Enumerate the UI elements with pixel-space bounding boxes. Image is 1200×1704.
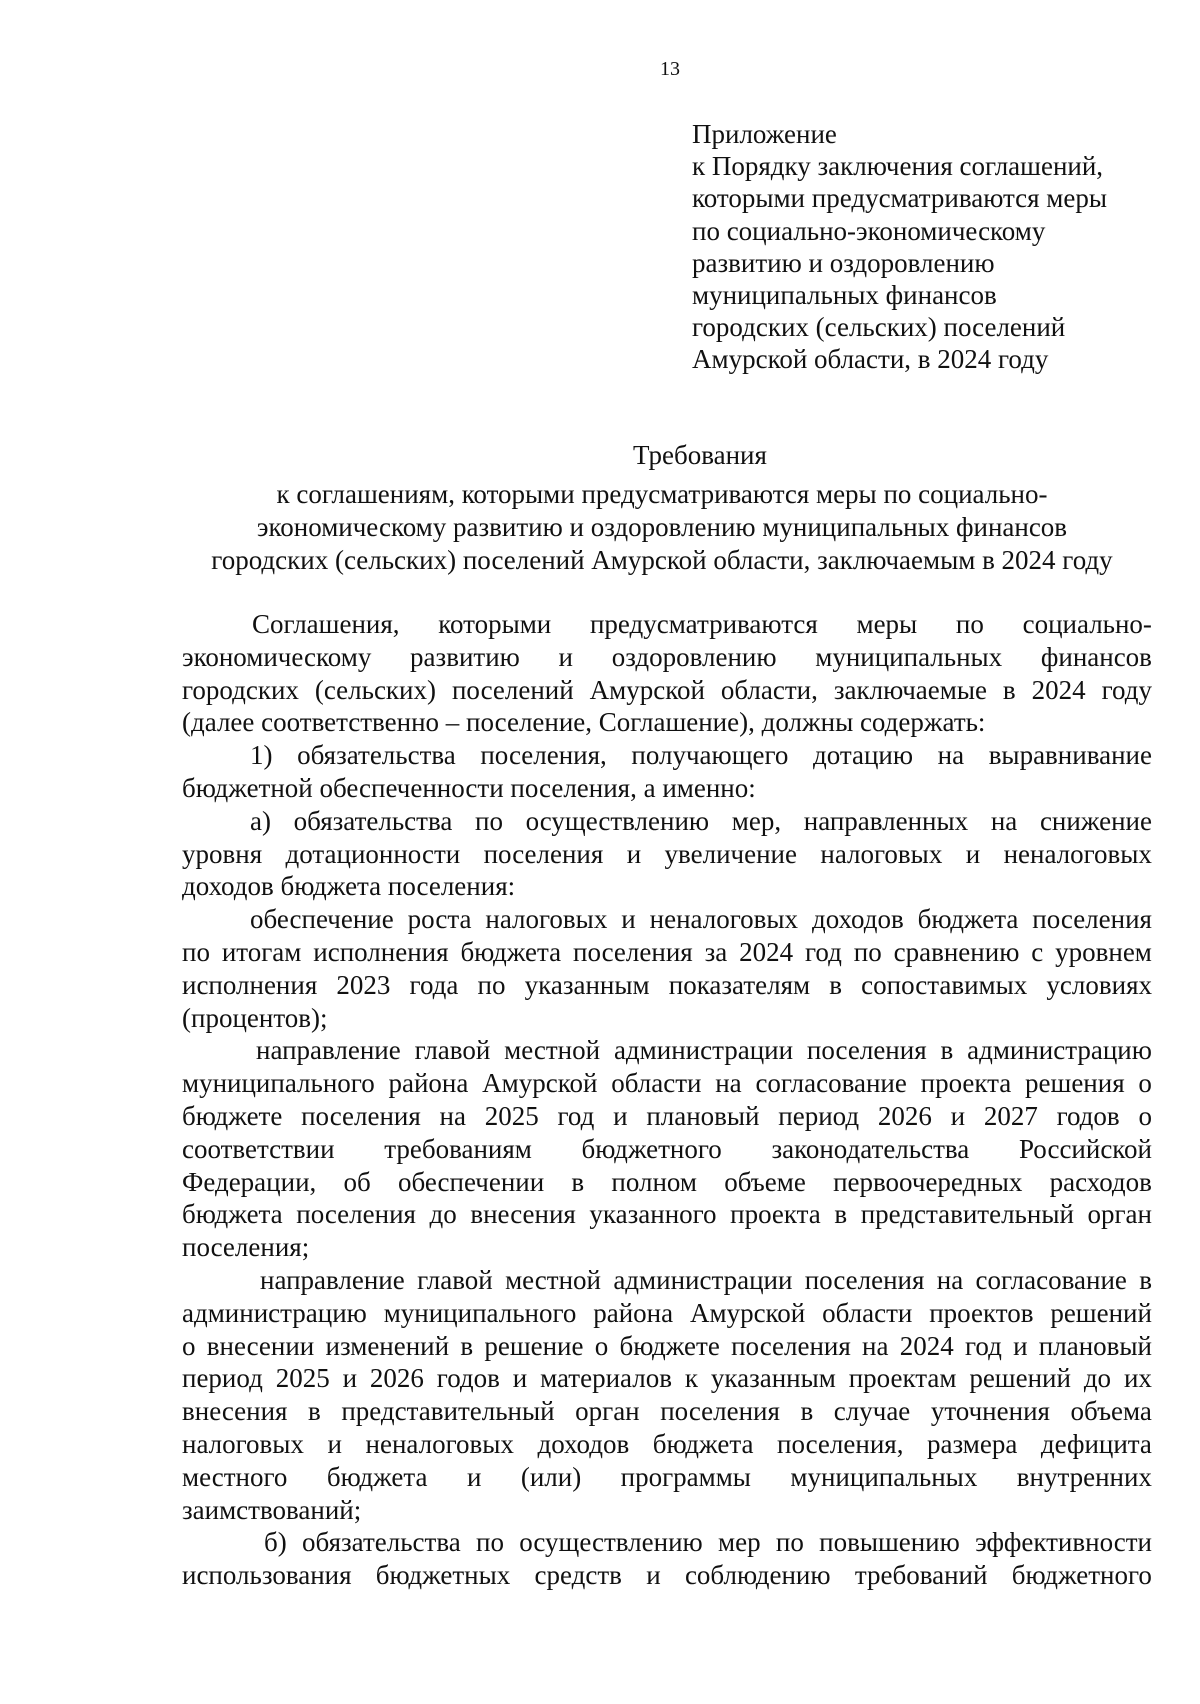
body-line [182, 641, 1152, 674]
body-word: уровнем [1055, 936, 1152, 967]
body-word: поселения [483, 838, 604, 869]
body-word: неналоговых [1003, 838, 1152, 869]
body-word: Федерации, [182, 1166, 317, 1197]
body-line [182, 1428, 1152, 1461]
body-word: изменений [325, 1330, 450, 1361]
body-text [182, 608, 1152, 1592]
body-word: проекта [730, 1199, 821, 1230]
body-line [182, 1362, 1152, 1395]
body-word: года [409, 969, 459, 1000]
body-line [182, 1100, 1152, 1133]
body-word: муниципальных [815, 641, 1003, 672]
body-word: до [429, 1199, 457, 1230]
body-word: городских [182, 674, 299, 705]
body-word: в [460, 1330, 474, 1361]
body-line [182, 1034, 1152, 1067]
body-line [182, 1264, 1152, 1297]
body-word: 2025 [275, 1363, 330, 1394]
body-word: Амурской [482, 1068, 598, 1099]
body-word: период [182, 1363, 263, 1394]
body-word: уровня [182, 838, 263, 869]
appendix-line: городских (сельских) поселений [692, 312, 1066, 343]
body-word: согласование [755, 1068, 907, 1099]
body-word: решений [1050, 1297, 1152, 1328]
body-word: б) [264, 1527, 287, 1558]
body-word: поселения [296, 1199, 416, 1230]
body-word: поселения [660, 1396, 780, 1427]
body-word: местного [182, 1461, 288, 1492]
body-word: бюджетных [375, 1560, 511, 1591]
body-word: решения [1025, 1068, 1125, 1099]
body-word: проектам [848, 1363, 957, 1394]
body-word: на [990, 805, 1018, 836]
body-word: дотацию [812, 740, 914, 771]
body-word: условиях [1046, 969, 1152, 1000]
body-word: дефицита [1040, 1428, 1152, 1459]
body-word: 2025 [484, 1100, 539, 1131]
body-word: с [1031, 936, 1044, 967]
body-word: и [646, 1560, 661, 1591]
body-line [182, 1526, 1152, 1559]
body-word: направление [260, 1264, 405, 1295]
body-word: местной [504, 1035, 601, 1066]
body-word: поселения [573, 936, 693, 967]
body-word: по [476, 1527, 504, 1558]
body-word: поселения [301, 1100, 421, 1131]
body-word: обеспечение [250, 904, 394, 935]
body-word: 2023 [336, 969, 391, 1000]
body-word: неналоговых [649, 904, 799, 935]
document-subtitle [182, 478, 1142, 577]
body-word: представительный [341, 1396, 555, 1427]
body-word: поселения, [480, 740, 607, 771]
body-word: внутренних [1016, 1461, 1152, 1492]
body-word: на [936, 1264, 964, 1295]
appendix-line: к Порядку заключения соглашений, [692, 151, 1104, 182]
body-word: период [778, 1100, 860, 1131]
body-word: орган [575, 1396, 640, 1427]
body-word: в [308, 1396, 321, 1427]
body-word: сравнению [893, 936, 1020, 967]
body-word: полном [611, 1166, 697, 1197]
body-word: Амурской [589, 674, 705, 705]
body-line [182, 903, 1152, 936]
body-word: местной [505, 1264, 601, 1295]
body-word: меры [856, 609, 918, 639]
body-word: в [1002, 674, 1016, 705]
body-word: и [626, 838, 642, 869]
body-word: внесении [206, 1330, 315, 1361]
body-word: решение [484, 1330, 584, 1361]
body-line [182, 1067, 1152, 1100]
body-line [182, 1395, 1152, 1428]
body-word: указанным [524, 969, 650, 1000]
body-word: муниципального [383, 1297, 577, 1328]
body-word: по [775, 1527, 804, 1558]
body-word: социально- [1022, 609, 1152, 639]
body-word: поселений [451, 674, 574, 705]
body-word: внесения [182, 1396, 288, 1427]
body-line: поселения; [182, 1232, 310, 1263]
body-word: годов [1056, 1100, 1120, 1131]
body-word: главой [417, 1264, 493, 1295]
body-word: проекта [920, 1068, 1012, 1099]
body-word: поселения, [777, 1428, 904, 1459]
body-word: и [466, 1461, 482, 1492]
document-heading: Требования [633, 440, 767, 470]
body-word: по [182, 936, 210, 967]
body-word: мер, [731, 805, 782, 836]
body-line [182, 608, 1152, 641]
body-word: соблюдению [684, 1560, 831, 1591]
subtitle-line: экономическому развитию и оздоровлению муниципальных финансов [256, 512, 1068, 542]
body-line: (процентов); [182, 1002, 328, 1033]
body-word: района [593, 1297, 674, 1328]
body-word: области [611, 1068, 702, 1099]
body-line [182, 1330, 1152, 1363]
subtitle-line: к соглашениям, которыми предусматриваются меры по социально- [276, 479, 1048, 509]
body-word: году [1101, 674, 1152, 705]
body-word: годов [436, 1363, 500, 1394]
body-word: исполнения [182, 969, 318, 1000]
body-word: а) [250, 805, 271, 836]
body-word: Соглашения, [252, 609, 400, 639]
appendix-line: развитию и оздоровлению [692, 247, 995, 278]
body-word: направление [256, 1035, 401, 1066]
body-word: и [965, 838, 981, 869]
body-word: итогам [221, 936, 302, 967]
body-word: год [557, 1100, 595, 1131]
body-word: о [594, 1330, 609, 1361]
body-word: 2024 [739, 936, 794, 967]
body-word: поселения [731, 1330, 851, 1361]
appendix-line: муниципальных финансов [692, 280, 997, 311]
body-word: плановый [646, 1100, 760, 1131]
body-word: год [964, 1330, 1002, 1361]
body-word: эффективности [975, 1527, 1152, 1558]
page-number: 13 [660, 58, 680, 80]
body-word: 2026 [369, 1363, 424, 1394]
body-word: средств [534, 1560, 622, 1591]
body-word: бюджета [326, 1461, 428, 1492]
body-word: 1) [250, 740, 273, 771]
body-word: в [1139, 1264, 1152, 1295]
body-line [182, 838, 1152, 871]
body-word: оздоровлению [611, 641, 777, 672]
body-word: плановый [1038, 1330, 1152, 1361]
body-word: об [343, 1166, 371, 1197]
body-line [182, 1198, 1152, 1231]
body-word: муниципального [182, 1068, 375, 1099]
body-word: программы [620, 1461, 751, 1492]
body-word: муниципальных [790, 1461, 978, 1492]
body-word: администрации [613, 1264, 793, 1295]
body-word: (сельских) [314, 674, 436, 705]
body-word: согласование [975, 1264, 1127, 1295]
body-word: администрации [613, 1035, 794, 1066]
body-word: первоочередных [833, 1166, 1023, 1197]
body-word: год [805, 936, 842, 967]
body-word: налоговых [820, 838, 943, 869]
body-word: и [621, 904, 636, 935]
body-word: их [1123, 1363, 1152, 1394]
body-word: осуществлению [525, 805, 710, 836]
body-word: доходов [811, 904, 904, 935]
body-word: за [704, 936, 728, 967]
body-word: по [477, 969, 506, 1000]
body-word: снижение [1039, 805, 1152, 836]
body-word: представительный [860, 1199, 1074, 1230]
body-word: и [1013, 1330, 1028, 1361]
body-word: требований [854, 1560, 988, 1591]
body-word: обязательства [293, 805, 453, 836]
body-word: Российской [1018, 1133, 1152, 1164]
body-word: законодательства [771, 1133, 970, 1164]
body-word: по [853, 936, 882, 967]
body-word: по [475, 805, 503, 836]
body-word: бюджета [460, 936, 562, 967]
body-word: мер [718, 1527, 761, 1558]
body-line: (далее соответственно – поселение, Соглашение), должны содержать: [182, 707, 986, 738]
body-word: и [613, 1100, 628, 1131]
body-word: района [388, 1068, 469, 1099]
body-line [182, 1297, 1152, 1330]
body-word: поселения [804, 1264, 925, 1295]
body-line [182, 1166, 1152, 1199]
body-line [182, 1133, 1152, 1166]
body-word: Амурской [689, 1297, 806, 1328]
body-word: объема [1070, 1396, 1152, 1427]
body-word: сопоставимых [861, 969, 1028, 1000]
body-word: показателям [668, 969, 811, 1000]
body-word: (или) [520, 1461, 582, 1492]
body-word: уточнения [930, 1396, 1050, 1427]
body-word: о [182, 1330, 196, 1361]
body-word: доходов [537, 1428, 630, 1459]
body-word: налоговых [182, 1428, 304, 1459]
body-word: главой [414, 1035, 491, 1066]
body-word: 2027 [983, 1100, 1038, 1131]
body-word: предусматриваются [589, 609, 818, 639]
body-word: требованиям [384, 1133, 532, 1164]
body-word: и [512, 1363, 528, 1394]
body-word: экономическому [182, 641, 372, 672]
body-word: поселения [806, 1035, 927, 1066]
body-line: заимствований; [182, 1494, 362, 1525]
body-word: 2026 [877, 1100, 932, 1131]
body-word: к [684, 1363, 698, 1394]
subtitle-line: городских (сельских) поселений Амурской области, заключаемым в 2024 году [211, 545, 1113, 575]
body-word: увеличение [664, 838, 797, 869]
body-line [182, 1559, 1152, 1592]
body-word: обязательства [297, 740, 456, 771]
body-word: в [800, 1396, 814, 1427]
body-word: соответствии [182, 1133, 335, 1164]
body-word: бюджета [652, 1428, 754, 1459]
body-word: указанным [710, 1363, 836, 1394]
appendix-line: Амурской области, в 2024 году [692, 344, 1049, 375]
body-word: повышению [819, 1527, 960, 1558]
body-word: в [834, 1199, 848, 1230]
body-word: дотационности [285, 838, 461, 869]
body-word: материалов [540, 1363, 672, 1394]
appendix-header [692, 118, 1107, 376]
body-word: о [1138, 1068, 1152, 1099]
body-word: финансов [1040, 641, 1152, 672]
body-word: и [950, 1100, 966, 1131]
body-word: случае [833, 1396, 911, 1427]
body-word: бюджетного [581, 1133, 722, 1164]
body-line [182, 805, 1152, 838]
appendix-line: Приложение [692, 119, 837, 149]
body-word: исполнения [313, 936, 449, 967]
body-word: и [342, 1363, 358, 1394]
body-word: в [571, 1166, 585, 1197]
body-word: налоговых [485, 904, 608, 935]
body-line [182, 1461, 1152, 1494]
body-word: и [327, 1428, 342, 1459]
body-word: и [558, 641, 573, 672]
body-word: неналоговых [365, 1428, 514, 1459]
body-word: о [1138, 1100, 1152, 1131]
body-word: использования [182, 1560, 352, 1591]
body-word: администрацию [967, 1035, 1152, 1066]
body-word: роста [407, 904, 472, 935]
body-word: проектов [929, 1297, 1034, 1328]
body-word: администрацию [182, 1297, 367, 1328]
body-word: по [955, 609, 984, 639]
body-word: 2024 [899, 1330, 954, 1361]
body-line: доходов бюджета поселения: [182, 871, 516, 902]
body-word: бюджете [182, 1100, 283, 1131]
body-word: в [829, 969, 842, 1000]
body-word: орган [1087, 1199, 1152, 1230]
body-word: осуществлению [519, 1527, 703, 1558]
appendix-line: которыми предусматриваются меры [692, 183, 1108, 214]
body-word: объеме [724, 1166, 806, 1197]
body-word: бюджета [917, 904, 1019, 935]
body-word: 2024 [1031, 674, 1086, 705]
body-word: развитию [410, 641, 520, 672]
body-word: в [940, 1035, 954, 1066]
body-word: получающего [631, 740, 789, 771]
body-line [182, 674, 1152, 707]
body-line [182, 936, 1152, 969]
body-word: решений [969, 1363, 1071, 1394]
body-word: бюджете [619, 1330, 720, 1361]
body-word: расходов [1049, 1166, 1152, 1197]
body-word: области, [720, 674, 818, 705]
appendix-line: по социально-экономическому [692, 215, 1046, 246]
body-word: на [862, 1330, 889, 1361]
body-word: обеспечении [397, 1166, 545, 1197]
body-word: бюджета [182, 1199, 283, 1230]
body-word: обязательства [302, 1527, 461, 1558]
body-word: размера [927, 1428, 1018, 1459]
body-word: на [937, 740, 965, 771]
body-line: бюджетной обеспеченности поселения, а именно: [182, 772, 756, 803]
body-word: указанного [589, 1199, 717, 1230]
body-word: до [1083, 1363, 1112, 1394]
body-word: поселения [1032, 904, 1152, 935]
body-word: внесения [470, 1199, 576, 1230]
body-word: бюджетного [1011, 1560, 1152, 1591]
body-word: выравнивание [988, 740, 1152, 771]
body-line [182, 739, 1152, 772]
body-line [182, 969, 1152, 1002]
body-word: области [822, 1297, 913, 1328]
body-word: на [715, 1068, 742, 1099]
body-word: заключаемые [833, 674, 987, 705]
body-word: на [439, 1100, 466, 1131]
body-word: направленных [803, 805, 969, 836]
body-word: которыми [438, 609, 552, 639]
